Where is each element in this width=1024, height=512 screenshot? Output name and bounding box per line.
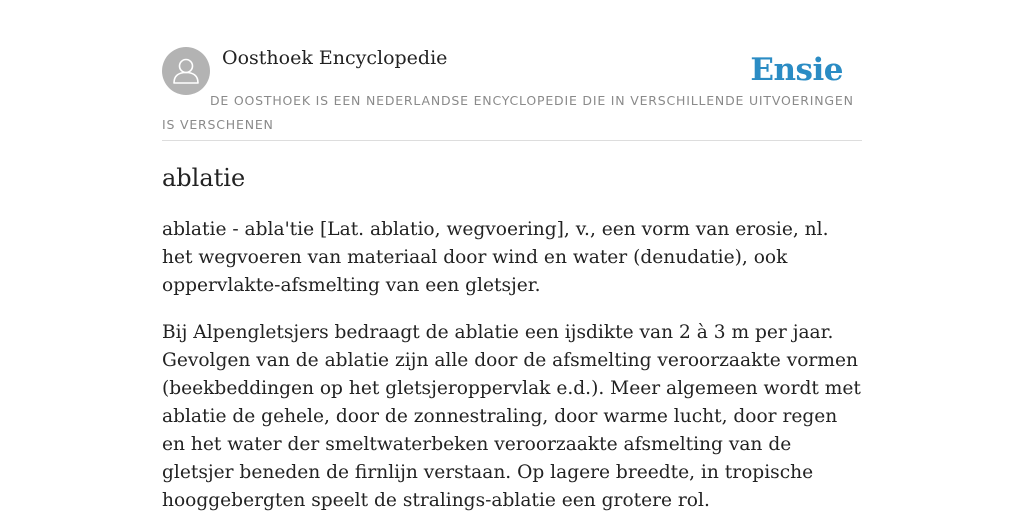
article-paragraph-definition: ablatie - abla'tie [Lat. ablatio, wegvoering], v., een vorm van erosie, nl. het wegvoeren van materiaal door wind en water (denudatie), ook oppervlakte-afsmelting van een gletsjer. <box>162 219 829 296</box>
site-header <box>162 0 862 141</box>
site-name-link[interactable]: Oosthoek Encyclopedie <box>222 47 448 69</box>
site-tagline: DE OOSTHOEK IS EEN NEDERLANDSE ENCYCLOPEDIE DIE IN VERSCHILLENDE UITVOERINGEN IS VERSCHENEN <box>162 93 854 132</box>
article-title: ablatie <box>162 164 246 192</box>
ensie-logo[interactable]: Ensie <box>750 52 843 88</box>
page-container <box>162 0 862 511</box>
article-paragraph-detail: Bij Alpengletsjers bedraagt de ablatie een ijsdikte van 2 à 3 m per jaar. Gevolgen van de ablatie zijn alle door de afsmelting veroorzaakte vormen (beekbeddingen op het gletsjeroppervlak e.d.). Meer algemeen wordt met ablatie de gehele, door de zonnestraling, door warme lucht, door regen en het water der smeltwaterbeken veroorzaakte afsmelting van de gletsjer beneden de firnlijn verstaan. Op lagere breedte, in tropische hooggebergten speelt de stralings-ablatie een grotere rol. <box>162 322 861 511</box>
user-avatar-icon[interactable] <box>162 47 210 95</box>
